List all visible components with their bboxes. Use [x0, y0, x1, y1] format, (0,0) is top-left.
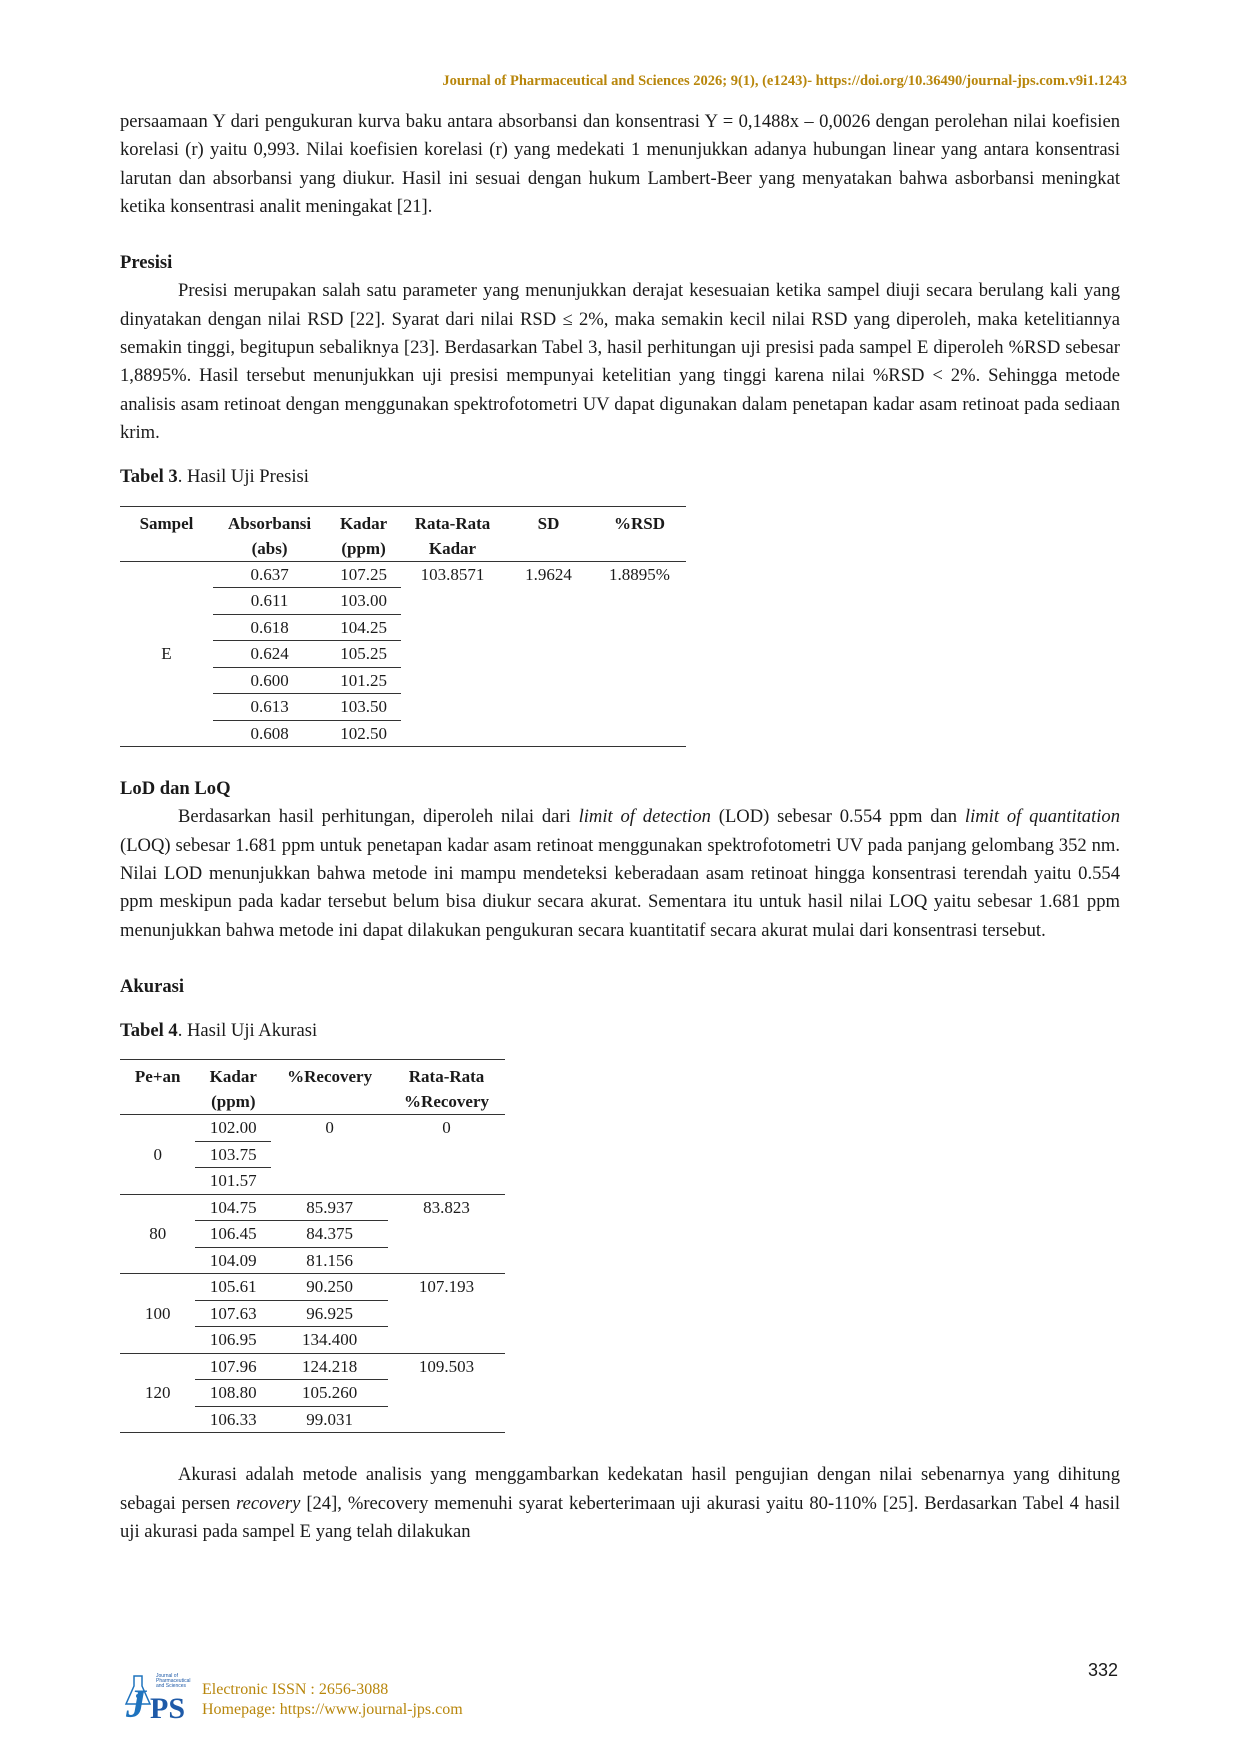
table-row	[120, 561, 686, 588]
page-content	[120, 108, 1120, 1546]
t4-kadar: 102.00	[195, 1115, 271, 1142]
t4-recovery	[271, 1141, 388, 1168]
t4-kadar: 104.75	[195, 1194, 271, 1221]
t4-recovery	[271, 1168, 388, 1195]
t4-level: 120	[120, 1353, 195, 1433]
table-row	[120, 1115, 505, 1142]
t3-kadar: 103.50	[326, 694, 401, 721]
t4-recovery: 90.250	[271, 1274, 388, 1301]
t3-abs: 0.637	[213, 561, 326, 588]
t3-abs: 0.618	[213, 614, 326, 641]
journal-logo	[120, 1670, 196, 1728]
t4-recovery: 0	[325, 1118, 334, 1138]
intro-paragraph: persaamaan Y dari pengukuran kurva baku antara absorbansi dan konsentrasi Y = 0,1488x – 0,0026 dengan perolehan nilai koefisien korelasi (r) yaitu 0,993. Nilai koefisien korelasi (r) yang medekati 1 menunjukkan adanya hubungan linear yang antara konsentrasi larutan dan absorbansi yang diukur. Hasil ini sesuai dengan hukum Lambert-Beer yang menyatakan bahwa asborbansi meningkat ketika konsentrasi analit meningakat [21].	[120, 111, 1120, 217]
footer	[120, 1670, 540, 1730]
t3-header-sd: SD	[537, 513, 560, 533]
t3-kadar: 107.25	[326, 561, 401, 588]
table-row	[120, 1194, 505, 1221]
table3-caption: Tabel 3. Hasil Uji Presisi	[120, 466, 309, 488]
t4-mean: 109.503	[388, 1353, 505, 1433]
t4-header-level: Pe+an	[134, 1067, 181, 1087]
t3-sd: 1.9624	[525, 564, 572, 584]
lod-paragraph: Berdasarkan hasil perhitungan, diperoleh nilai dari limit of detection (LOD) sebesar 0.554 ppm dan limit of quantitation (LOQ) sebesar 1.681 ppm untuk penetapan kadar asam retinoat menggunakan spektrofotometri UV pada panjang gelombang 352 nm. Nilai LOD menunjukkan bahwa metode ini mampu mendeteksi keberadaan asam retinoat hingga konsentrasi terendah yaitu 0.554 ppm meskipun pada kadar tersebut belum bisa diukur secara akurat. Sementara itu untuk hasil nilai LOQ yaitu sebesar 1.681 ppm menunjukkan bahwa metode ini dapat dilakukan pengukuran secara kuantitatif secara akurat mulai dari konsentrasi tersebut.	[120, 806, 1121, 941]
t4-recovery: 105.260	[271, 1380, 388, 1407]
t4-kadar: 101.57	[209, 1171, 257, 1191]
akurasi-paragraph: Akurasi adalah metode analisis yang menggambarkan kedekatan hasil pengujian dengan nilai sebenarnya yang dihitung sebagai persen recovery [24], %recovery memenuhi syarat keberterimaan uji akurasi yaitu 80-110% [25]. Berdasarkan Tabel 4 hasil uji akurasi pada sampel E yang telah dilakukan	[120, 1464, 1120, 1543]
t3-abs: 0.624	[213, 641, 326, 668]
t4-mean: 83.823	[388, 1194, 505, 1274]
t3-header-kadar: Kadar (ppm)	[339, 513, 388, 558]
t3-kadar: 104.25	[326, 614, 401, 641]
t4-kadar: 107.63	[195, 1300, 271, 1327]
presisi-heading: Presisi	[120, 252, 173, 274]
lod-heading: LoD dan LoQ	[120, 778, 231, 800]
t3-abs: 0.611	[213, 588, 326, 615]
presisi-paragraph: Presisi merupakan salah satu parameter yang menunjukkan derajat kesesuaian ketika sampel diuji secara berulang kali yang dinyatakan dengan nilai RSD [22]. Syarat dari nilai RSD ≤ 2%, maka semakin kecil nilai RSD yang diperoleh, maka ketelitiannya semakin tinggi, begitupun sebaliknya [23]. Berdasarkan Tabel 3, hasil perhitungan uji presisi pada sampel E diperoleh %RSD sebesar 1,8895%. Hasil tersebut menunjukkan uji presisi mempunyai ketelitian yang tinggi karena nilai %RSD < 2%. Sehingga metode analisis asam retinoat dengan menggunakan spektrofotometri UV dapat digunakan dalam penetapan kadar asam retinoat pada sediaan krim.	[120, 280, 1120, 443]
logo-mini-text: Journal of Pharmaceutical and Sciences	[156, 1673, 191, 1689]
t4-mean: 0	[442, 1118, 451, 1138]
t3-abs: 0.613	[213, 694, 326, 721]
t3-mean: 103.8571	[420, 564, 485, 584]
page-number: 332	[1087, 1660, 1118, 1680]
t4-kadar: 105.61	[195, 1274, 271, 1301]
t4-recovery: 84.375	[271, 1221, 388, 1248]
issn-text: Electronic ISSN : 2656-3088	[202, 1681, 389, 1698]
t4-header-mean: Rata-Rata %Recovery	[404, 1067, 490, 1112]
t3-kadar: 103.00	[326, 588, 401, 615]
t4-recovery: 99.031	[306, 1409, 353, 1429]
t4-recovery: 85.937	[271, 1194, 388, 1221]
footer-text	[202, 1680, 463, 1720]
t4-recovery: 81.156	[306, 1250, 353, 1270]
t4-mean: 107.193	[388, 1274, 505, 1354]
table-row	[120, 1274, 505, 1301]
t4-recovery: 134.400	[301, 1330, 358, 1350]
t3-kadar: 102.50	[340, 723, 387, 743]
akurasi-heading: Akurasi	[120, 975, 185, 997]
t4-level: 0	[153, 1144, 162, 1164]
t3-header-rsd: %RSD	[613, 513, 665, 533]
t4-kadar: 108.80	[195, 1380, 271, 1407]
journal-header: Journal of Pharmaceutical and Sciences 2026; 9(1), (e1243)- https://doi.org/10.36490/journal-jps.com.v9i1.1243	[442, 73, 1127, 89]
t4-level: 80	[120, 1194, 195, 1274]
t4-kadar: 107.96	[195, 1353, 271, 1380]
t3-sample: E	[161, 644, 172, 664]
t4-kadar: 106.33	[209, 1409, 257, 1429]
homepage-link[interactable]: Homepage: https://www.journal-jps.com	[202, 1701, 463, 1718]
table-row	[120, 1353, 505, 1380]
t3-header-sampel: Sampel	[139, 513, 194, 533]
t3-abs: 0.600	[213, 667, 326, 694]
logo-letter-j: J	[126, 1681, 146, 1726]
t3-header-mean: Rata-Rata Kadar	[414, 513, 491, 558]
t3-rsd: 1.8895%	[609, 564, 670, 584]
t4-level: 100	[120, 1274, 195, 1354]
t4-header-recovery: %Recovery	[287, 1067, 373, 1087]
table4-accuracy	[120, 1059, 505, 1433]
t3-kadar: 101.25	[326, 667, 401, 694]
t4-kadar: 106.45	[195, 1221, 271, 1248]
t4-kadar: 103.75	[195, 1141, 271, 1168]
t4-kadar: 106.95	[209, 1330, 257, 1350]
table3-precision	[120, 506, 686, 748]
logo-letters-ps: PS	[150, 1692, 186, 1725]
t4-header-kadar: Kadar (ppm)	[209, 1067, 257, 1112]
t3-abs: 0.608	[250, 723, 289, 743]
t4-recovery: 124.218	[271, 1353, 388, 1380]
t3-header-absorbansi: Absorbansi (abs)	[228, 513, 312, 558]
t4-kadar: 104.09	[209, 1250, 257, 1270]
t4-recovery: 96.925	[271, 1300, 388, 1327]
t3-kadar: 105.25	[326, 641, 401, 668]
table4-caption: Tabel 4. Hasil Uji Akurasi	[120, 1020, 318, 1042]
